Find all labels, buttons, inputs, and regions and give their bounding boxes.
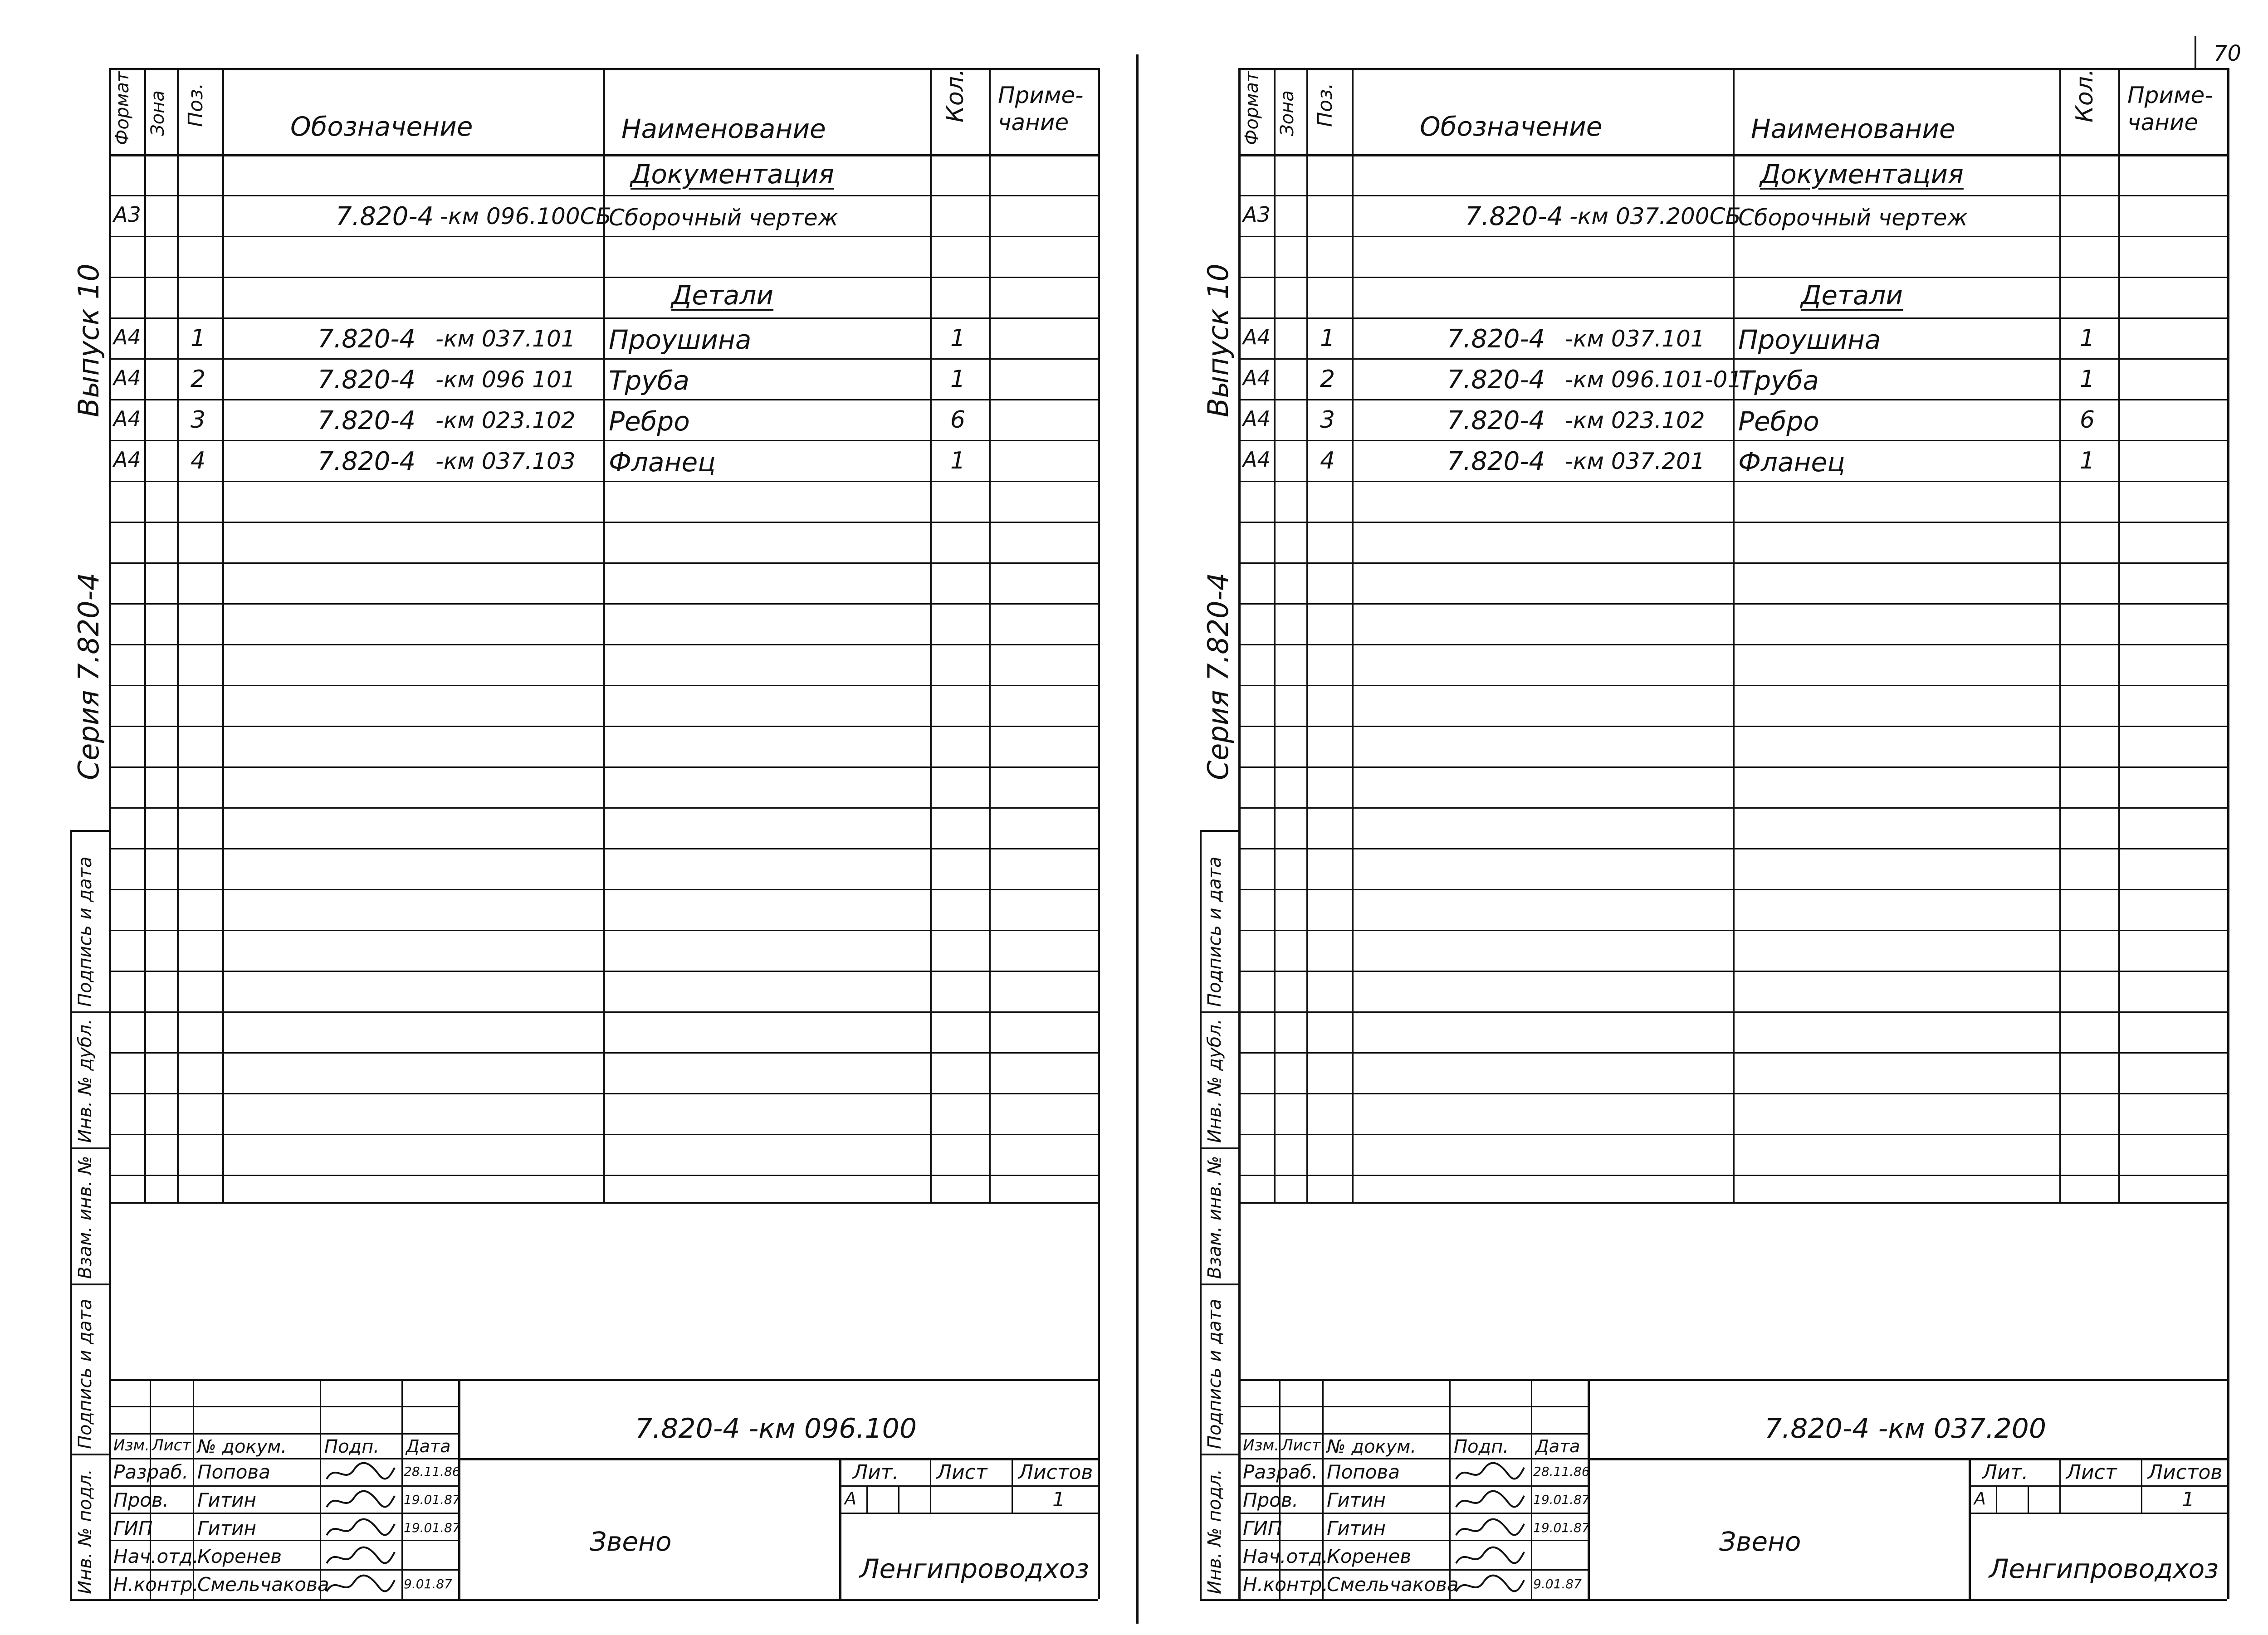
stamp-dup: Инв. № дубл. — [75, 1019, 96, 1143]
rule-v — [1238, 68, 1241, 1599]
part-format: А4 — [1243, 406, 1271, 431]
tb-col-izm: Изм. — [1243, 1436, 1279, 1454]
part-format: А4 — [1243, 366, 1271, 390]
rule-h — [70, 1599, 1098, 1601]
tb-lit-label: Лит. — [1982, 1461, 2028, 1484]
rule-v — [320, 1379, 321, 1599]
rule-v — [898, 1485, 899, 1513]
doc-name: Сборочный чертеж — [609, 205, 838, 231]
part-series: 7.820-4 — [318, 406, 416, 435]
rule-v — [1306, 68, 1308, 1202]
rule-h — [109, 603, 1098, 605]
part-series: 7.820-4 — [1447, 406, 1545, 435]
signature-scribble — [1454, 1461, 1526, 1485]
tb-col-list: Лист — [152, 1436, 191, 1454]
tb-role: Разраб. — [1243, 1461, 1318, 1483]
stamp-replaced: Взам. инв. № — [1204, 1156, 1225, 1279]
rule-v — [1969, 1458, 1971, 1599]
rule-h — [1238, 971, 2227, 972]
tb-org: Ленгипроводхоз — [1989, 1553, 2219, 1584]
rule-v — [1012, 1458, 1013, 1513]
header-designation: Обозначение — [1420, 111, 1603, 142]
part-format: А4 — [113, 366, 141, 390]
header-name: Наименование — [621, 113, 826, 144]
rule-h — [1238, 1513, 1588, 1514]
tb-col-date: Дата — [1535, 1436, 1580, 1456]
rule-h — [109, 726, 1098, 727]
rule-h — [1238, 1052, 2227, 1054]
tb-date: 19.01.87 — [404, 1520, 460, 1535]
tb-role: Разраб. — [113, 1461, 189, 1483]
part-code: -км 037.103 — [435, 448, 576, 474]
rule-h — [109, 1540, 458, 1541]
section-docs-label: Документация — [631, 159, 834, 190]
rule-h — [109, 807, 1098, 809]
tb-person: Гитин — [1327, 1489, 1386, 1511]
rule-v — [930, 1458, 931, 1513]
part-pos: 2 — [191, 366, 206, 393]
rule-h — [1238, 277, 2227, 278]
rule-h — [1238, 1433, 1588, 1435]
part-code: -км 096.101-01 — [1565, 366, 1742, 393]
rule-h — [109, 481, 1098, 482]
rule-h — [109, 562, 1098, 564]
rule-h — [109, 685, 1098, 686]
doc-name: Сборочный чертеж — [1738, 205, 1968, 231]
tb-lit-value: А — [1974, 1489, 1986, 1508]
tb-role: ГИП — [113, 1517, 153, 1539]
part-qty: 1 — [2080, 325, 2095, 352]
tb-role: ГИП — [1243, 1517, 1282, 1539]
rule-h — [1238, 1175, 2227, 1176]
rule-v — [1449, 1379, 1451, 1599]
rule-h — [109, 317, 1098, 319]
part-format: А4 — [113, 406, 141, 431]
tb-date: 19.01.87 — [1533, 1492, 1590, 1507]
part-series: 7.820-4 — [1447, 447, 1545, 476]
rule-h — [109, 1569, 458, 1571]
part-qty: 1 — [950, 366, 966, 393]
rule-h — [1238, 807, 2227, 809]
stamp-sign-date-top: Подпись и дата — [75, 856, 96, 1007]
rule-h — [1969, 1485, 2227, 1487]
rule-h — [109, 440, 1098, 441]
part-pos: 4 — [191, 447, 206, 474]
tb-org: Ленгипроводхоз — [860, 1553, 1090, 1584]
rule-h — [1238, 1458, 1588, 1459]
rule-v — [1996, 1485, 1997, 1513]
header-qty: Кол. — [2071, 68, 2098, 122]
rule-h — [109, 277, 1098, 278]
rule-v — [222, 68, 224, 1202]
rule-h — [1238, 1569, 1588, 1571]
tb-col-doc: № докум. — [197, 1436, 287, 1457]
rule-v — [1588, 1379, 1590, 1599]
rule-h — [1238, 1093, 2227, 1094]
rule-h — [1238, 930, 2227, 931]
rule-h — [1238, 1011, 2227, 1013]
rule-v — [458, 1379, 460, 1599]
tb-person: Коренев — [1327, 1545, 1412, 1567]
section-docs-label: Документация — [1760, 159, 1964, 190]
signature-scribble — [1454, 1545, 1526, 1570]
rule-h — [1238, 481, 2227, 482]
part-name: Фланец — [1738, 447, 1845, 478]
tb-doc-code: 7.820-4 -км 037.200 — [1765, 1413, 2047, 1445]
rule-h — [1588, 1458, 2227, 1460]
tb-date: 9.01.87 — [1533, 1576, 1582, 1591]
rule-h — [70, 1147, 109, 1149]
tb-person: Гитин — [197, 1489, 256, 1511]
stamp-sign-date-top: Подпись и дата — [1204, 856, 1225, 1007]
stamp-sign-date-bottom: Подпись и дата — [1204, 1298, 1225, 1449]
rule-h — [109, 1458, 458, 1459]
doc-format: А3 — [1243, 202, 1271, 227]
rule-h — [1238, 644, 2227, 645]
rule-v — [1098, 68, 1100, 1599]
part-format: А4 — [113, 325, 141, 349]
part-qty: 1 — [2080, 366, 2095, 393]
rule-h — [109, 1379, 1098, 1381]
rule-h — [1238, 685, 2227, 686]
signature-scribble — [1454, 1489, 1526, 1513]
rule-h — [109, 1513, 458, 1514]
rule-v — [401, 1379, 403, 1599]
tb-person: Коренев — [197, 1545, 282, 1567]
part-pos: 2 — [1320, 366, 1335, 393]
header-note: Приме- чание — [998, 82, 1084, 136]
section-parts-label: Детали — [1801, 280, 1903, 311]
part-format: А4 — [1243, 325, 1271, 349]
rule-h — [1238, 726, 2227, 727]
rule-v — [2118, 68, 2120, 1202]
rule-h — [109, 1406, 458, 1407]
tb-date: 19.01.87 — [404, 1492, 460, 1507]
part-name: Труба — [609, 365, 689, 396]
part-series: 7.820-4 — [1447, 365, 1545, 395]
part-qty: 1 — [950, 325, 966, 352]
doc-format: А3 — [113, 202, 141, 227]
part-pos: 1 — [191, 325, 206, 352]
rule-h — [1238, 766, 2227, 768]
rule-h — [109, 1433, 458, 1435]
header-qty: Кол. — [942, 68, 969, 122]
rule-h — [70, 1454, 109, 1455]
rule-h — [109, 889, 1098, 890]
rule-v — [2059, 1458, 2061, 1513]
tb-sheet-label: Лист — [937, 1461, 987, 1484]
signature-scribble — [324, 1489, 397, 1513]
rule-h — [458, 1458, 1098, 1460]
header-zone: Зона — [1277, 90, 1298, 136]
tb-person: Смельчакова — [1327, 1573, 1459, 1596]
tb-person: Смельчакова — [197, 1573, 329, 1596]
rule-v — [866, 1485, 868, 1513]
rule-h — [1200, 1454, 1238, 1455]
tb-col-sign: Подп. — [324, 1436, 380, 1457]
part-pos: 4 — [1320, 447, 1335, 474]
signature-scribble — [324, 1461, 397, 1485]
tb-person: Попова — [1327, 1461, 1400, 1483]
header-pos: Поз. — [184, 83, 207, 127]
rule-h — [109, 399, 1098, 400]
part-pos: 3 — [1320, 406, 1335, 434]
tb-item-name: Звено — [590, 1526, 672, 1557]
rule-h — [109, 1175, 1098, 1176]
rule-v — [603, 68, 605, 1202]
tb-date: 28.11.86 — [404, 1464, 460, 1479]
part-qty: 1 — [2080, 447, 2095, 474]
rule-h — [1238, 1202, 2227, 1204]
part-series: 7.820-4 — [318, 324, 416, 354]
rule-h — [1238, 440, 2227, 441]
part-series: 7.820-4 — [1447, 324, 1545, 354]
part-code: -км 037.201 — [1565, 448, 1705, 474]
doc-series: 7.820-4 — [336, 202, 434, 231]
tb-col-izm: Изм. — [113, 1436, 150, 1454]
doc-series: 7.820-4 — [1465, 202, 1564, 231]
rule-v — [144, 68, 146, 1202]
header-note: Приме- чание — [2127, 82, 2213, 136]
rule-h — [109, 644, 1098, 645]
rule-v — [2227, 68, 2229, 1599]
margin-issue: Выпуск 10 — [1202, 264, 1235, 417]
part-name: Ребро — [1738, 406, 1819, 437]
part-code: -км 037.101 — [1565, 326, 1705, 352]
rule-v — [1200, 830, 1202, 1599]
part-code: -км 023.102 — [435, 407, 576, 434]
tb-role: Пров. — [113, 1489, 169, 1511]
tb-role: Пров. — [1243, 1489, 1299, 1511]
rule-h — [1238, 399, 2227, 400]
part-qty: 6 — [2080, 406, 2095, 434]
tb-person: Гитин — [197, 1517, 256, 1539]
rule-h — [1238, 195, 2227, 196]
rule-h — [1238, 1406, 1588, 1407]
rule-v — [2059, 68, 2061, 1202]
tb-sheets-label: Листов — [2148, 1461, 2223, 1484]
rule-h — [1200, 1011, 1238, 1013]
part-name: Проушина — [1738, 324, 1881, 355]
tb-date: 9.01.87 — [404, 1576, 452, 1591]
stamp-sign-date-bottom: Подпись и дата — [75, 1298, 96, 1449]
tb-date: 19.01.87 — [1533, 1520, 1590, 1535]
rule-v — [2028, 1485, 2029, 1513]
part-name: Фланец — [609, 447, 716, 478]
stamp-orig: Инв. № подл. — [1204, 1469, 1225, 1594]
margin-issue: Выпуск 10 — [72, 264, 105, 417]
signature-scribble — [1454, 1517, 1526, 1542]
tb-sheet-label: Лист — [2066, 1461, 2117, 1484]
rule-v — [930, 68, 932, 1202]
rule-h — [70, 1284, 109, 1285]
rule-v — [989, 68, 991, 1202]
header-format: Формат — [1242, 71, 1262, 145]
rule-h — [1238, 1379, 2227, 1381]
header-zone: Зона — [147, 90, 168, 136]
rule-h — [109, 1134, 1098, 1135]
part-format: А4 — [113, 447, 141, 472]
part-name: Проушина — [609, 324, 752, 355]
rule-v — [1733, 68, 1735, 1202]
rule-h — [1238, 1134, 2227, 1135]
part-series: 7.820-4 — [318, 447, 416, 476]
rule-h — [1238, 1540, 1588, 1541]
tb-role: Нач.отд. — [1243, 1545, 1329, 1567]
rule-v — [177, 68, 179, 1202]
header-pos: Поз. — [1314, 83, 1337, 127]
sheet-left — [0, 0, 1125, 1635]
tb-role: Нач.отд. — [113, 1545, 199, 1567]
rule-h — [70, 830, 109, 832]
rule-h — [1238, 603, 2227, 605]
tb-lit-value: А — [845, 1489, 856, 1508]
rule-h — [109, 236, 1098, 237]
part-qty: 6 — [950, 406, 966, 434]
rule-v — [1274, 68, 1276, 1202]
stamp-replaced: Взам. инв. № — [75, 1156, 96, 1279]
part-pos: 1 — [1320, 325, 1335, 352]
rule-h — [1238, 236, 2227, 237]
rule-v — [2141, 1458, 2142, 1513]
tb-date: 28.11.86 — [1533, 1464, 1590, 1479]
tb-person: Гитин — [1327, 1517, 1386, 1539]
part-name: Труба — [1738, 365, 1819, 396]
rule-h — [109, 848, 1098, 849]
rule-h — [839, 1485, 1098, 1487]
rule-v — [839, 1458, 841, 1599]
tb-sheets-label: Листов — [1018, 1461, 1093, 1484]
part-format: А4 — [1243, 447, 1271, 472]
part-series: 7.820-4 — [318, 365, 416, 395]
tb-col-doc: № докум. — [1327, 1436, 1417, 1457]
rule-h — [1200, 1599, 2227, 1601]
rule-h — [1238, 317, 2227, 319]
rule-h — [109, 195, 1098, 196]
tb-role: Н.контр. — [113, 1573, 199, 1596]
part-name: Ребро — [609, 406, 690, 437]
rule-h — [109, 930, 1098, 931]
header-name: Наименование — [1751, 113, 1955, 144]
tb-col-sign: Подп. — [1454, 1436, 1509, 1457]
rule-h — [1238, 1485, 1588, 1487]
rule-v — [70, 830, 72, 1599]
tb-doc-code: 7.820-4 -км 096.100 — [635, 1413, 917, 1445]
tb-lit-label: Лит. — [853, 1461, 899, 1484]
rule-h — [109, 1011, 1098, 1013]
tb-col-list: Лист — [1281, 1436, 1321, 1454]
signature-scribble — [1454, 1573, 1526, 1598]
rule-h — [109, 971, 1098, 972]
rule-v — [1531, 1379, 1532, 1599]
rule-v — [109, 68, 111, 1599]
rule-h — [109, 522, 1098, 523]
sheet-right — [1129, 0, 2254, 1635]
margin-series: Серия 7.820-4 — [72, 572, 105, 780]
rule-h — [109, 1052, 1098, 1054]
tb-item-name: Звено — [1719, 1526, 1801, 1557]
rule-h — [1200, 1284, 1238, 1285]
tb-sheets-value: 1 — [2182, 1488, 2195, 1511]
part-code: -км 096 101 — [435, 366, 576, 393]
rule-h — [109, 1093, 1098, 1094]
part-qty: 1 — [950, 447, 966, 474]
page-number: 70 — [2214, 41, 2242, 66]
section-parts-label: Детали — [671, 280, 774, 311]
rule-h — [1969, 1513, 2227, 1514]
margin-series: Серия 7.820-4 — [1202, 572, 1235, 780]
stamp-dup: Инв. № дубл. — [1204, 1019, 1225, 1143]
signature-scribble — [324, 1573, 397, 1598]
rule-h — [1238, 522, 2227, 523]
rule-h — [1238, 358, 2227, 360]
tb-col-date: Дата — [406, 1436, 451, 1456]
header-format: Формат — [112, 71, 133, 145]
rule-h — [1238, 889, 2227, 890]
tb-person: Попова — [197, 1461, 270, 1483]
rule-h — [70, 1011, 109, 1013]
rule-h — [109, 766, 1098, 768]
rule-h — [109, 1202, 1098, 1204]
signature-scribble — [324, 1517, 397, 1542]
part-code: -км 023.102 — [1565, 407, 1705, 434]
rule-h — [109, 358, 1098, 360]
part-pos: 3 — [191, 406, 206, 434]
doc-code: -км 037.200СБ — [1569, 203, 1741, 229]
rule-h — [1200, 1147, 1238, 1149]
rule-h — [1238, 848, 2227, 849]
rule-v — [1352, 68, 1354, 1202]
rule-h — [109, 1485, 458, 1487]
header-designation: Обозначение — [290, 111, 473, 142]
doc-code: -км 096.100СБ — [440, 203, 611, 229]
rule-h — [839, 1513, 1098, 1514]
stamp-orig: Инв. № подл. — [75, 1469, 96, 1594]
tb-sheets-value: 1 — [1052, 1488, 1065, 1511]
rule-h — [1200, 830, 1238, 832]
signature-scribble — [324, 1545, 397, 1570]
rule-h — [1238, 562, 2227, 564]
tb-role: Н.контр. — [1243, 1573, 1328, 1596]
part-code: -км 037.101 — [435, 326, 576, 352]
